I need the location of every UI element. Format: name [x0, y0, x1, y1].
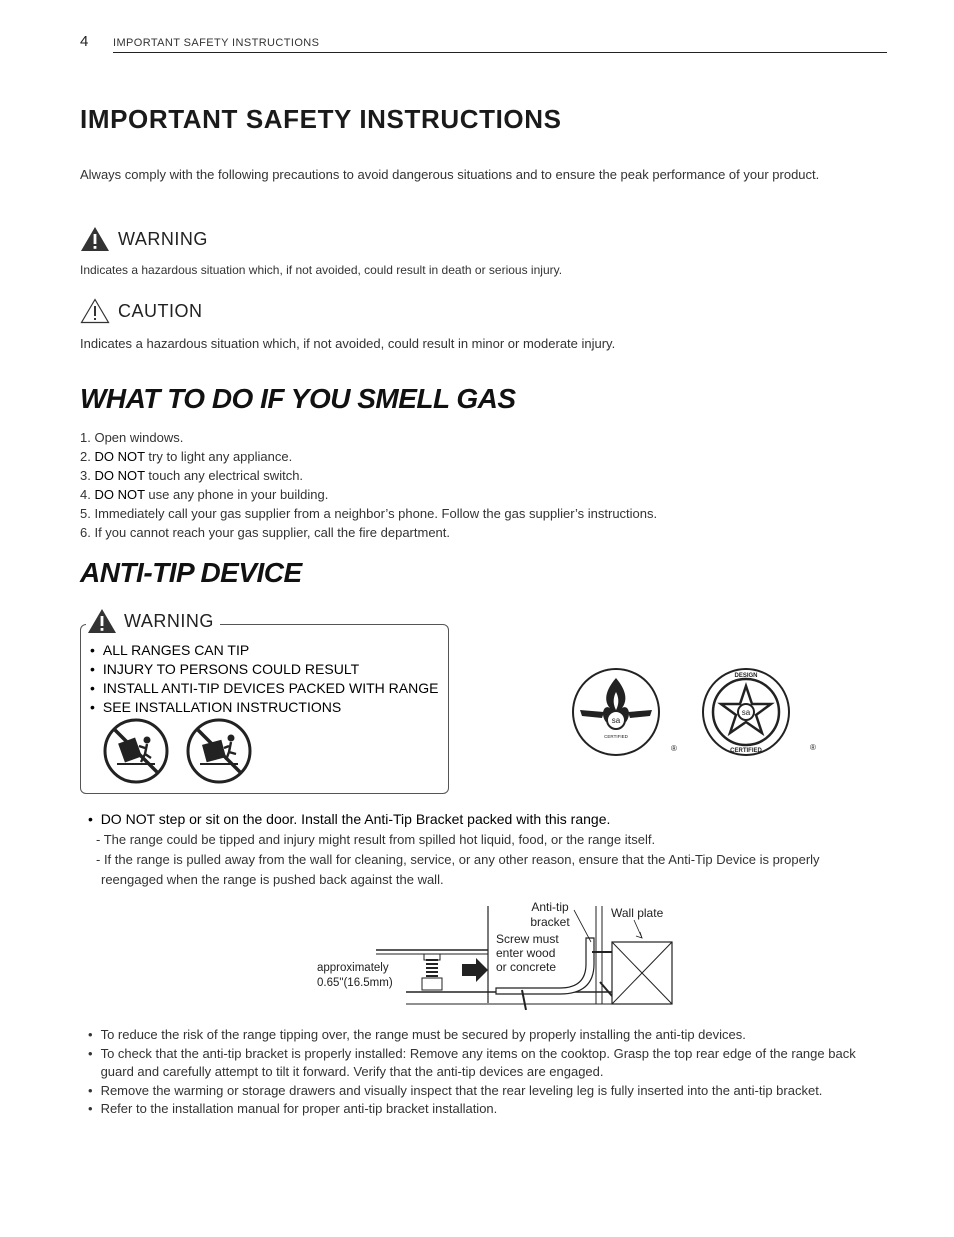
- svg-text:0.65"(16.5mm): 0.65"(16.5mm): [317, 977, 393, 989]
- certification-logos: [572, 664, 820, 760]
- warning-description: Indicates a hazardous situation which, if not avoided, could result in death or serious injury.: [80, 263, 563, 277]
- svg-text:sa: sa: [611, 716, 621, 725]
- svg-text:Anti-tip: Anti-tip: [531, 900, 569, 914]
- svg-text:CERTIFIED: CERTIFIED: [730, 748, 762, 754]
- svg-text:or concrete: or concrete: [496, 960, 557, 974]
- door-sub-note-2: - If the range is pulled away from the wall for cleaning, service, or any other reason, ensure that the Anti-Tip Device is properly: [96, 852, 820, 867]
- list-item: • SEE INSTALLATION INSTRUCTIONS: [90, 699, 342, 715]
- svg-text:approximately: approximately: [317, 962, 389, 974]
- list-item: • Refer to the installation manual for proper anti-tip bracket installation.: [88, 1101, 498, 1116]
- warning-triangle-icon: [86, 608, 118, 634]
- prohibition-icons: [103, 718, 252, 784]
- list-item: • INJURY TO PERSONS COULD RESULT: [90, 661, 360, 677]
- caution-description: Indicates a hazardous situation which, if not avoided, could result in minor or moderate injury.: [80, 336, 616, 351]
- anti-tip-warning-list: [90, 641, 438, 717]
- no-sitting-on-door-icon: [186, 718, 252, 784]
- csa-certified-logo: [572, 664, 680, 760]
- gas-section-title: WHAT TO DO IF YOU SMELL GAS: [80, 383, 516, 414]
- list-item: 4. DO NOT use any phone in your building.: [80, 487, 329, 502]
- list-item: • INSTALL ANTI-TIP DEVICES PACKED WITH RANGE: [90, 680, 439, 696]
- no-climbing-on-door-icon: [103, 718, 169, 784]
- svg-text:Screw must: Screw must: [496, 932, 559, 946]
- svg-text:sa: sa: [741, 708, 751, 717]
- list-item: • To reduce the risk of the range tipping over, the range must be secured by properly installing the anti-tip devices.: [88, 1027, 746, 1042]
- list-item: • ALL RANGES CAN TIP: [90, 642, 250, 658]
- svg-text:bracket: bracket: [530, 915, 570, 929]
- svg-text:Wall plate: Wall plate: [611, 906, 664, 920]
- running-header: IMPORTANT SAFETY INSTRUCTIONS: [113, 37, 320, 49]
- warning-triangle-icon: [80, 226, 110, 252]
- list-item: 3. DO NOT touch any electrical switch.: [80, 468, 304, 483]
- anti-tip-warning-heading: [86, 608, 220, 634]
- caution-triangle-icon: [80, 298, 110, 324]
- header-rule: [113, 52, 887, 53]
- design-certified-logo: [702, 664, 820, 760]
- list-item: • Remove the warming or storage drawers and visually inspect that the rear leveling leg is fully inserted into the anti-tip bracket.: [88, 1082, 823, 1098]
- svg-text:DESIGN: DESIGN: [734, 673, 758, 679]
- anti-tip-title: ANTI-TIP DEVICE: [80, 557, 302, 588]
- anti-tip-bracket-diagram: [316, 898, 678, 1010]
- anti-tip-notes-list: [88, 1026, 888, 1119]
- list-item: • To check that the anti-tip bracket is properly installed: Remove any items on the cooktop. Grasp the top rear edge of the range back guard and carefully attempt to tilt it forward. Verify that the anti-tip devices are engaged.: [88, 1045, 856, 1079]
- svg-text:enter wood: enter wood: [496, 946, 556, 960]
- svg-text:CERTIFIED: CERTIFIED: [604, 734, 628, 739]
- caution-heading: [80, 298, 203, 324]
- warning-label: WARNING: [124, 610, 214, 631]
- page-number: 4: [80, 33, 89, 50]
- door-sub-note-2-cont: reengaged when the range is pushed back against the wall.: [101, 872, 444, 887]
- caution-label: CAUTION: [118, 300, 203, 321]
- page-title: IMPORTANT SAFETY INSTRUCTIONS: [80, 104, 562, 134]
- list-item: 1. Open windows.: [80, 430, 184, 445]
- svg-text:®: ®: [810, 743, 816, 752]
- list-item: 2. DO NOT try to light any appliance.: [80, 449, 293, 464]
- warning-label: WARNING: [118, 228, 208, 249]
- door-warning: • DO NOT step or sit on the door. Install the Anti-Tip Bracket packed with this range.: [88, 811, 611, 827]
- gas-steps-list: [80, 428, 657, 542]
- warning-heading: [80, 226, 208, 252]
- list-item: 6. If you cannot reach your gas supplier, call the fire department.: [80, 525, 451, 540]
- list-item: 5. Immediately call your gas supplier from a neighbor’s phone. Follow the gas supplier’s instructions.: [80, 506, 658, 521]
- door-sub-note-1: - The range could be tipped and injury might result from spilled hot liquid, food, or the range itself.: [96, 832, 656, 847]
- svg-text:®: ®: [671, 744, 677, 753]
- intro-text: Always comply with the following precautions to avoid dangerous situations and to ensure the peak performance of your product.: [80, 167, 820, 182]
